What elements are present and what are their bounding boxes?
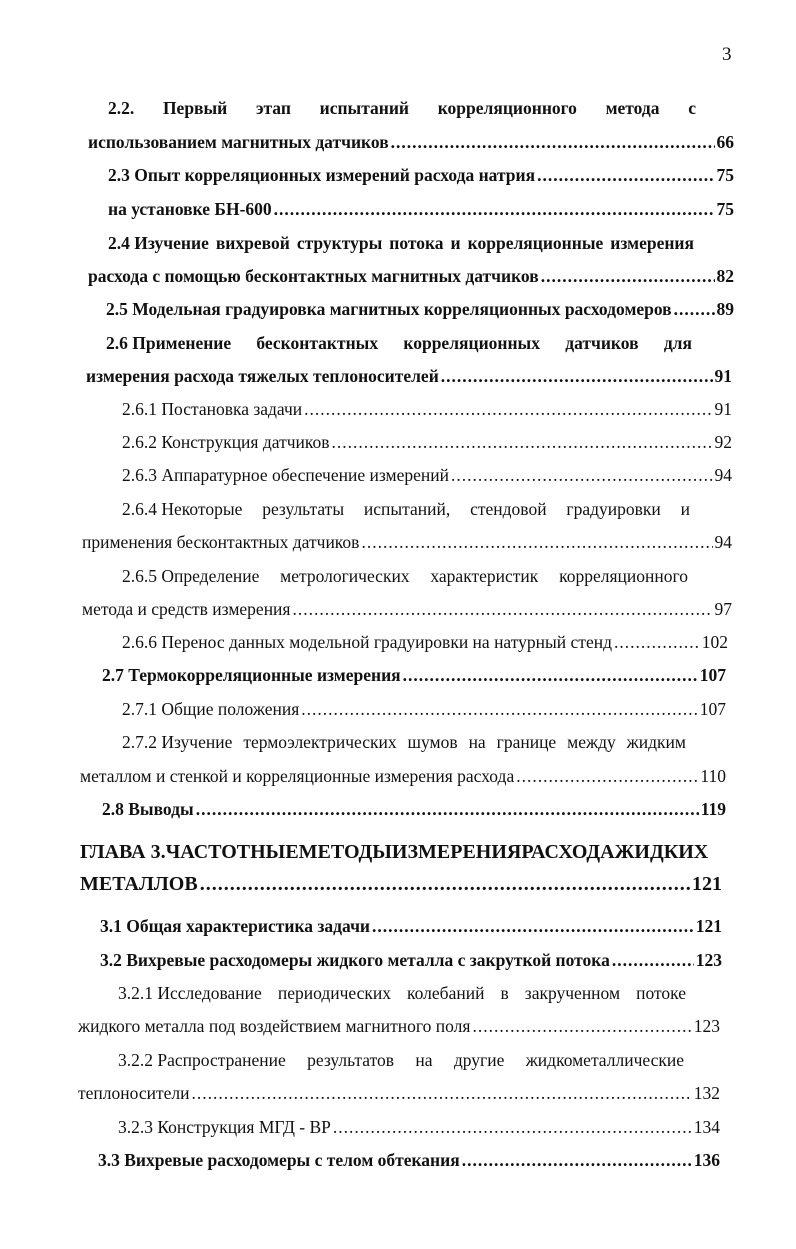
toc-word: 2.2.: [108, 98, 135, 118]
toc-word: датчиков: [565, 333, 639, 353]
toc-word: и: [450, 233, 461, 253]
toc-word: корреляционного: [559, 566, 688, 586]
toc-page-number: 121: [695, 916, 722, 936]
toc-page-number: 94: [714, 465, 732, 485]
leader-dots: [200, 872, 690, 896]
toc-word: измерения: [610, 233, 694, 253]
toc-word: ИЗМЕРЕНИЯ: [391, 841, 522, 863]
toc-entry-2-7-2-line1: [122, 730, 686, 754]
toc-word: испытаний: [319, 98, 410, 118]
toc-page-number: 123: [695, 950, 722, 970]
leader-dots: [301, 697, 698, 721]
toc-page-number: 107: [699, 665, 726, 685]
toc-word: 2.7.2 Изучение: [122, 732, 233, 752]
toc-entry-text: 3.2.3 Конструкция МГД - ВР: [118, 1117, 331, 1137]
toc-entry-3-2-1-line2: [78, 1014, 720, 1038]
toc-entry-2-6-5-line2: [82, 597, 732, 621]
toc-entry-text: 3.2 Вихревые расходомеры жидкого металла с закруткой потока: [100, 950, 610, 970]
toc-entry-text: 2.7 Термокорреляционные измерения: [102, 665, 401, 685]
toc-page-number: 119: [700, 799, 726, 819]
toc-word: потока: [389, 233, 444, 253]
toc-word: для: [663, 333, 692, 353]
toc-word: 2.6 Применение: [106, 333, 232, 353]
toc-page-number: 75: [716, 199, 734, 219]
leader-dots: [191, 1081, 691, 1105]
toc-word: жидким: [626, 732, 686, 752]
leader-dots: [333, 1115, 692, 1139]
toc-entry-text: 2.6.1 Постановка задачи: [122, 399, 303, 419]
toc-word: результаты: [262, 499, 345, 519]
leader-dots: [391, 130, 715, 154]
toc-page-number: 89: [716, 299, 734, 319]
toc-word: периодических: [277, 983, 391, 1003]
toc-page-number: 136: [693, 1150, 720, 1170]
toc-entry-3-2-2-line1: [118, 1048, 684, 1072]
toc-word: закрученном: [524, 983, 621, 1003]
toc-page-number: 66: [716, 132, 734, 152]
toc-word: другие: [453, 1050, 505, 1070]
toc-word: Первый: [162, 98, 228, 118]
toc-page-number: 82: [716, 266, 734, 286]
toc-entry-text: на установке БН-600: [108, 199, 272, 219]
toc-entry-3-2-3: [118, 1115, 720, 1139]
toc-word: метода: [605, 98, 660, 118]
toc-entry-3-2: [100, 948, 722, 972]
toc-entry-2-3-line2: [108, 197, 734, 221]
toc-entry-text: 2.7.1 Общие положения: [122, 699, 300, 719]
toc-entry-text: 2.5 Модельная градуировка магнитных корреляционных расходомеров: [106, 299, 672, 319]
toc-word: колебаний: [407, 983, 485, 1003]
toc-page-number: 102: [701, 632, 728, 652]
toc-entry-text: 3.1 Общая характеристика задачи: [100, 916, 371, 936]
toc-entry-2-6-line1: [106, 331, 692, 355]
leader-dots: [537, 163, 714, 187]
toc-entry-2-7: [102, 663, 726, 687]
toc-entry-2-7-1: [122, 697, 726, 721]
toc-word: на: [415, 1050, 433, 1070]
toc-word: корреляционного: [437, 98, 577, 118]
toc-word: 2.4 Изучение: [108, 233, 209, 253]
toc-entry-3-3: [98, 1148, 720, 1172]
toc-entry-text: 2.3 Опыт корреляционных измерений расхода натрия: [108, 165, 536, 185]
toc-entry-text: металлом и стенкой и корреляционные измерения расхода: [80, 766, 515, 786]
toc-word: ЖИДКИХ: [614, 841, 709, 863]
leader-dots: [472, 1014, 691, 1038]
toc-entry-text: использованием магнитных датчиков: [88, 132, 389, 152]
toc-page-number: 94: [714, 532, 732, 552]
toc-page-number: 121: [692, 873, 722, 895]
leader-dots: [451, 463, 713, 487]
toc-entry-2-7-2-line2: [80, 764, 726, 788]
toc-page-number: 91: [714, 399, 732, 419]
toc-page-number: 107: [699, 699, 726, 719]
toc-entry-text: 2.6.6 Перенос данных модельной градуировки на натурный стенд: [122, 632, 612, 652]
leader-dots: [462, 1148, 692, 1172]
leader-dots: [196, 797, 699, 821]
toc-entry-text: 2.8 Выводы: [102, 799, 194, 819]
toc-entry-2-6-line2: [86, 364, 732, 388]
toc-page-number: 123: [693, 1016, 720, 1036]
toc-entry-2-2-line2: [88, 130, 734, 154]
toc-entry-text: применения бесконтактных датчиков: [82, 532, 360, 552]
toc-word: корреляционные: [467, 233, 604, 253]
toc-word: 2.6.4 Некоторые: [122, 499, 243, 519]
toc-word: ЧАСТОТНЫЕ: [165, 841, 299, 863]
toc-word: градуировки: [566, 499, 661, 519]
toc-word: корреляционных: [403, 333, 540, 353]
leader-dots: [612, 948, 694, 972]
leader-dots: [274, 197, 715, 221]
toc-entry-text: 2.6.2 Конструкция датчиков: [122, 432, 330, 452]
toc-entry-text: 2.6.3 Аппаратурное обеспечение измерений: [122, 465, 449, 485]
toc-entry-2-3: [108, 163, 734, 187]
toc-word: этап: [255, 98, 291, 118]
leader-dots: [372, 914, 694, 938]
leader-dots: [541, 264, 715, 288]
toc-word: вихревой: [215, 233, 290, 253]
toc-word: границе: [496, 732, 557, 752]
toc-page-number: 75: [716, 165, 734, 185]
toc-word: термоэлектрических: [243, 732, 397, 752]
leader-dots: [674, 297, 715, 321]
toc-entry-text: измерения расхода тяжелых теплоносителей: [86, 366, 439, 386]
toc-entry-2-2-line1: [108, 96, 696, 120]
toc-entry-2-5: [106, 297, 734, 321]
toc-word: между: [567, 732, 616, 752]
toc-word: с: [688, 98, 696, 118]
toc-word: ГЛАВА 3.: [80, 841, 166, 863]
leader-dots: [304, 397, 712, 421]
toc-page-number: 97: [714, 599, 732, 619]
toc-entry-2-6-4-line1: [122, 497, 690, 521]
toc-entry-3-2-1-line1: [118, 981, 686, 1005]
toc-page-number: 91: [714, 366, 732, 386]
toc-word: структуры: [296, 233, 383, 253]
toc-entry-2-6-2: [122, 430, 732, 454]
toc-entry-2-6-6: [122, 630, 728, 654]
toc-entry-2-6-3: [122, 463, 732, 487]
toc-entry-2-6-4-line2: [82, 530, 732, 554]
leader-dots: [292, 597, 712, 621]
toc-entry-text: теплоносители: [78, 1083, 190, 1103]
toc-chapter-3-line1: [80, 840, 709, 864]
toc-entry-text: метода и средств измерения: [82, 599, 291, 619]
toc-entry-2-6-5-line1: [122, 564, 688, 588]
toc-word: метрологических: [280, 566, 410, 586]
toc-word: стендовой: [470, 499, 547, 519]
leader-dots: [441, 364, 713, 388]
toc-word: 2.6.5 Определение: [122, 566, 260, 586]
toc-word: результатов: [307, 1050, 395, 1070]
toc-entry-text: 3.3 Вихревые расходомеры с телом обтекания: [98, 1150, 460, 1170]
toc-page-number: 134: [693, 1117, 720, 1137]
leader-dots: [403, 663, 698, 687]
toc-page-number: 132: [693, 1083, 720, 1103]
toc-entry-text: жидкого металла под воздействием магнитного поля: [78, 1016, 471, 1036]
toc-entry-3-1: [100, 914, 722, 938]
toc-word: на: [468, 732, 486, 752]
toc-entry-2-6-1: [122, 397, 732, 421]
toc-word: МЕТОДЫ: [298, 841, 392, 863]
toc-entry-3-2-2-line2: [78, 1081, 720, 1105]
toc-entry-2-4-line1: [108, 231, 694, 255]
toc-word: бесконтактных: [256, 333, 379, 353]
toc-word: 3.2.1 Исследование: [118, 983, 262, 1003]
page-number: 3: [722, 44, 732, 65]
toc-word: 3.2.2 Распространение: [118, 1050, 286, 1070]
toc-chapter-3-line2: [80, 872, 722, 896]
toc-entry-text: расхода с помощью бесконтактных магнитных датчиков: [88, 266, 539, 286]
toc-page-number: 110: [700, 766, 726, 786]
leader-dots: [332, 430, 713, 454]
toc-word: и: [680, 499, 690, 519]
toc-word: потоке: [636, 983, 686, 1003]
toc-word: РАСХОДА: [521, 841, 615, 863]
toc-word: характеристик: [430, 566, 539, 586]
toc-word: в: [500, 983, 509, 1003]
toc-word: шумов: [407, 732, 458, 752]
leader-dots: [614, 630, 700, 654]
leader-dots: [361, 530, 712, 554]
toc-entry-2-8: [102, 797, 726, 821]
toc-word: жидкометаллические: [525, 1050, 684, 1070]
toc-word: испытаний,: [363, 499, 451, 519]
leader-dots: [516, 764, 698, 788]
toc-entry-2-4-line2: [88, 264, 734, 288]
toc-page-number: 92: [714, 432, 732, 452]
toc-entry-text: МЕТАЛЛОВ: [80, 873, 198, 895]
